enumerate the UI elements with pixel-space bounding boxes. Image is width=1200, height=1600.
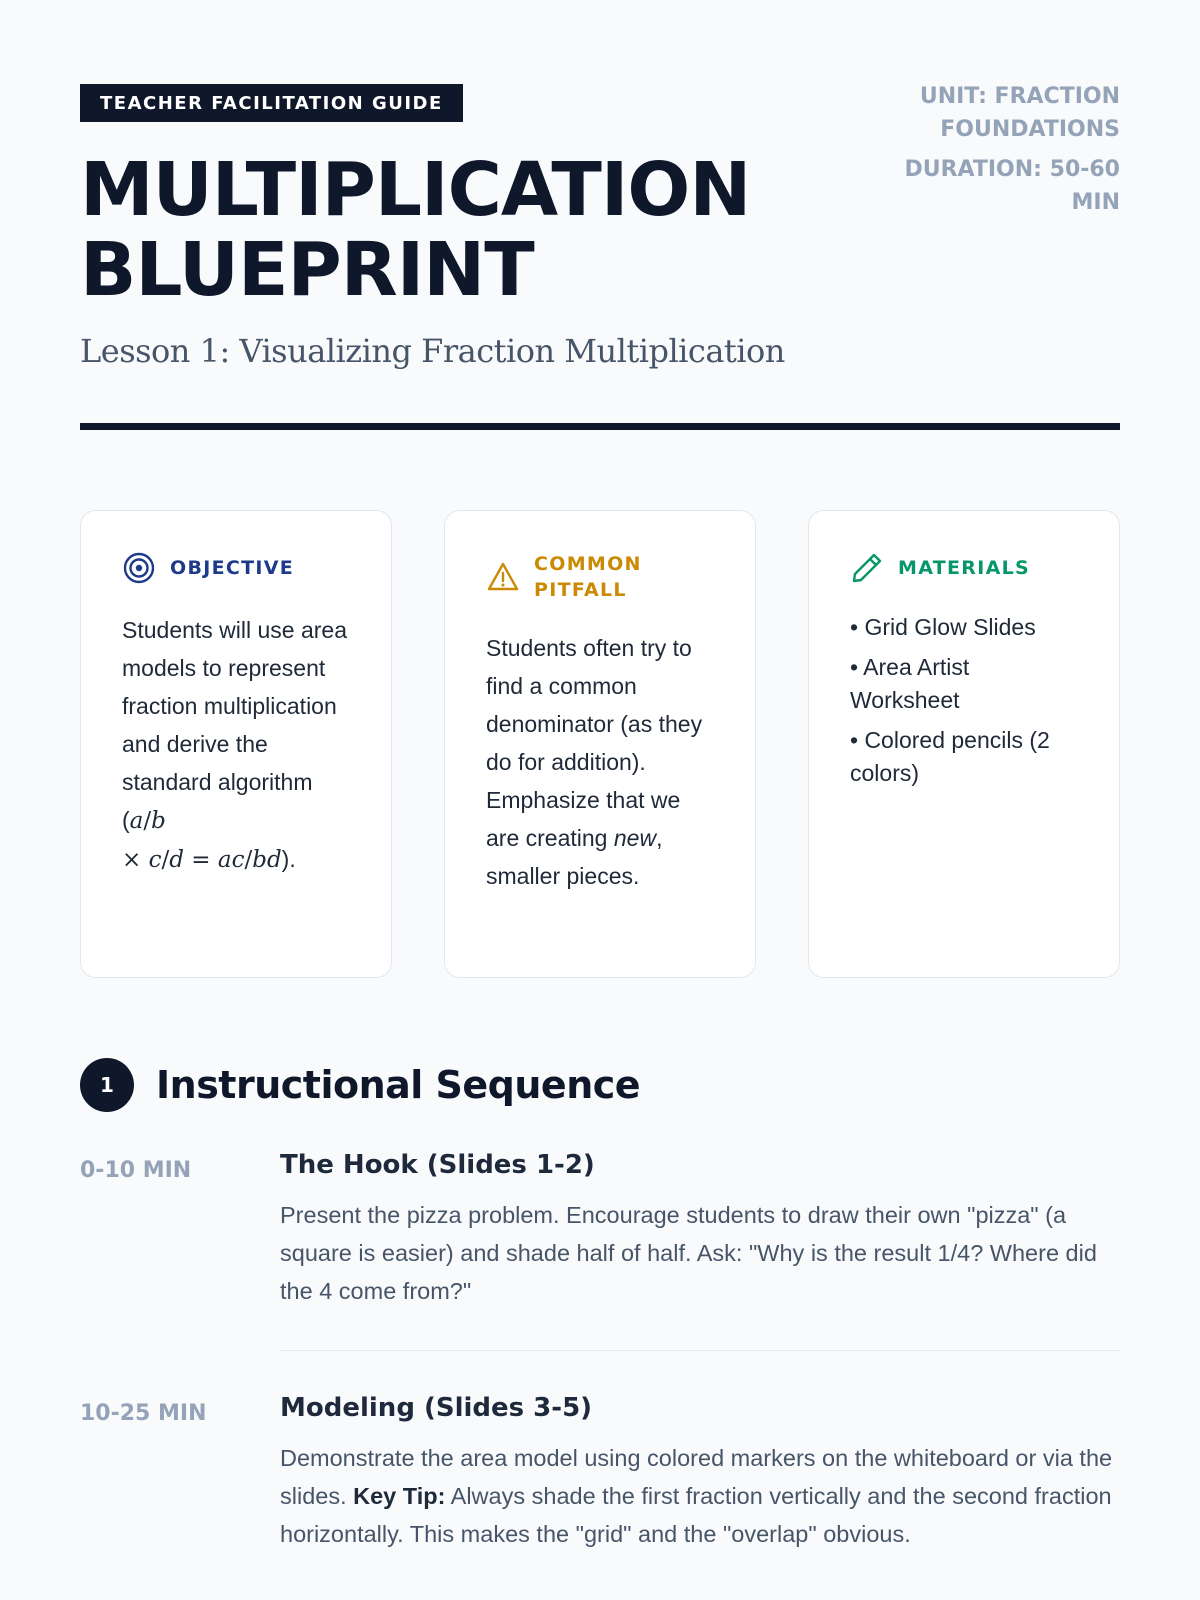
step-title: The Hook (Slides 1-2) <box>280 1150 595 1180</box>
objective-label: OBJECTIVE <box>170 557 295 579</box>
step-content <box>280 1150 1120 1393</box>
list-item: • Grid Glow Slides <box>850 614 1036 640</box>
step-text-start: Demonstrate the area model using colored markers on the whiteboard or via the slides. <box>280 1445 1113 1509</box>
section-title: Instructional Sequence <box>156 1063 641 1107</box>
math-c: c <box>148 847 162 873</box>
list-item: • Area Artist Worksheet <box>850 654 970 713</box>
math-d: d <box>169 847 184 873</box>
math-slash: / <box>244 847 253 873</box>
page-title: MULTIPLICATION BLUEPRINT <box>80 147 751 313</box>
step-divider <box>280 1350 1120 1351</box>
lesson-meta <box>890 80 1120 226</box>
pencil-icon <box>850 551 884 585</box>
sequence-header <box>80 1058 640 1112</box>
step-text-end: Always shade the first fraction vertically and the second fraction horizontally. This makes the "grid" and the "overlap" obvious. <box>280 1483 1112 1547</box>
math-bd: bd <box>252 847 282 873</box>
header-divider <box>80 423 1120 430</box>
math-ac: ac <box>217 847 245 873</box>
lesson-subtitle: Lesson 1: Visualizing Fraction Multiplication <box>80 332 785 370</box>
objective-card <box>80 510 392 978</box>
math-a: a <box>129 808 144 834</box>
target-icon <box>122 551 156 585</box>
pitfall-text-body: Students often try to find a common denominator (as they do for addition). Emphasize that we are creating <box>486 635 703 851</box>
instructional-sequence <box>80 1150 1120 1553</box>
duration-label: DURATION: 50-60 MIN <box>904 157 1120 215</box>
materials-card-header <box>850 551 1079 585</box>
step-time: 10-25 MIN <box>80 1401 207 1426</box>
step-description: Present the pizza problem. Encourage students to draw their own "pizza" (a square is easier) and shade half of half. Ask: "Why is the result 1/4? Where did the 4 come from?" <box>280 1202 1097 1304</box>
sequence-step <box>80 1393 1120 1553</box>
list-item: • Colored pencils (2 colors) <box>850 727 1050 786</box>
materials-label: MATERIALS <box>898 557 1030 579</box>
pitfall-text <box>486 629 715 895</box>
info-cards <box>80 510 1120 978</box>
step-title: Modeling (Slides 3-5) <box>280 1393 593 1423</box>
sequence-step <box>80 1150 1120 1393</box>
math-b: b <box>151 808 166 834</box>
objective-text-body: Students will use area models to represent fraction multiplication and derive the standard algorithm ( <box>122 617 348 833</box>
objective-text-end: ). <box>281 846 296 872</box>
guide-badge: TEACHER FACILITATION GUIDE <box>80 84 463 122</box>
math-equals: = <box>183 847 218 873</box>
objective-text <box>122 611 351 879</box>
step-content <box>280 1393 1120 1553</box>
materials-list <box>850 611 1079 790</box>
unit-label: UNIT: FRACTION FOUNDATIONS <box>919 84 1120 142</box>
math-slash: / <box>161 847 170 873</box>
key-tip-label: Key Tip: <box>353 1483 446 1509</box>
step-time: 0-10 MIN <box>80 1158 192 1183</box>
pitfall-card <box>444 510 756 978</box>
pitfall-emphasis: new <box>613 825 657 851</box>
objective-card-header <box>122 551 351 585</box>
pitfall-text-end: , smaller pieces. <box>486 825 663 889</box>
math-times: × <box>122 847 149 873</box>
header <box>80 84 1120 424</box>
math-slash: / <box>143 808 152 834</box>
pitfall-card-header <box>486 551 715 603</box>
section-number-badge: 1 <box>80 1058 134 1112</box>
pitfall-label: COMMON PITFALL <box>534 553 642 601</box>
materials-card <box>808 510 1120 978</box>
step-description <box>280 1439 1120 1553</box>
algorithm-formula <box>122 808 282 873</box>
warning-icon <box>486 560 520 594</box>
